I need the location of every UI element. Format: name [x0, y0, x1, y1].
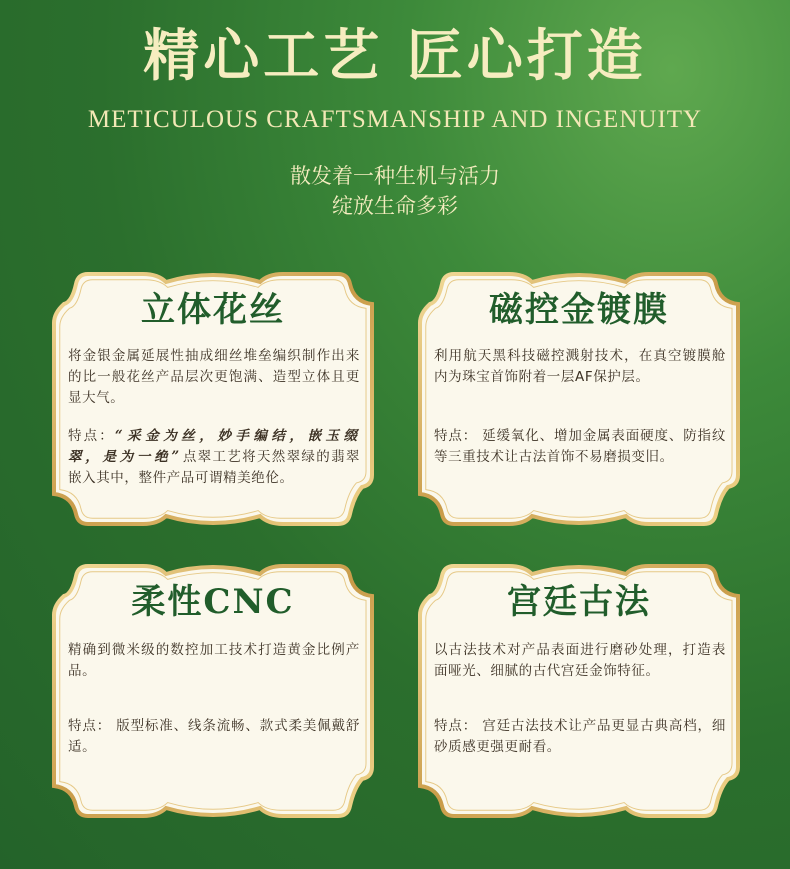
feature-text: 点翠工艺将天然翠绿的翡翠嵌入其中，整件产品可谓精美绝伦。: [68, 449, 360, 486]
feature-label: 特点：: [434, 718, 478, 734]
card-description: 将金银金属延展性抽成细丝堆垒编织制作出来的比一般花丝产品层次更饱满、造型立体且更显大气。: [68, 348, 360, 406]
feature-label: 特点：: [68, 428, 115, 444]
card-feature: [68, 716, 360, 758]
card-description: 利用航天黑科技磁控溅射技术，在真空镀膜舱内为珠宝首饰附着一层AF保护层。: [434, 348, 726, 385]
tagline-line-1: 散发着一种生机与活力: [290, 164, 500, 188]
page-title: 精心工艺 匠心打造: [143, 24, 647, 89]
feature-text: 版型标准、线条流畅、款式柔美佩戴舒适。: [68, 718, 360, 755]
card-palace-ancient-method: [414, 560, 744, 822]
card-title: 立体花丝: [141, 290, 285, 330]
feature-label: 特点：: [68, 718, 112, 734]
card-title: 宫廷古法: [507, 582, 651, 622]
card-title: 磁控金镀膜: [489, 290, 669, 330]
card-feature: [68, 426, 360, 489]
feature-label: 特点：: [434, 428, 478, 444]
feature-text: 宫廷古法技术让产品更显古典高档，细砂质感更强更耐看。: [434, 718, 726, 755]
tagline-line-2: 绽放生命多彩: [332, 194, 458, 218]
card-filigree: [48, 268, 378, 530]
card-flexible-cnc: [48, 560, 378, 822]
card-title: 柔性CNC: [131, 582, 295, 622]
page-subtitle: METICULOUS CRAFTSMANSHIP AND INGENUITY: [87, 106, 703, 133]
feature-text: 延缓氧化、增加金属表面硬度、防指纹等三重技术让古法首饰不易磨损变旧。: [434, 428, 726, 465]
card-feature: [434, 716, 726, 758]
feature-quote: “采金为丝，妙手编结，嵌玉缀翠，是为一绝”: [68, 428, 360, 465]
card-description: 以古法技术对产品表面进行磨砂处理，打造表面哑光、细腻的古代宫廷金饰特征。: [434, 642, 726, 679]
card-magnetron-plating: [414, 268, 744, 530]
card-feature: [434, 426, 726, 468]
card-description: 精确到微米级的数控加工技术打造黄金比例产品。: [68, 642, 360, 679]
